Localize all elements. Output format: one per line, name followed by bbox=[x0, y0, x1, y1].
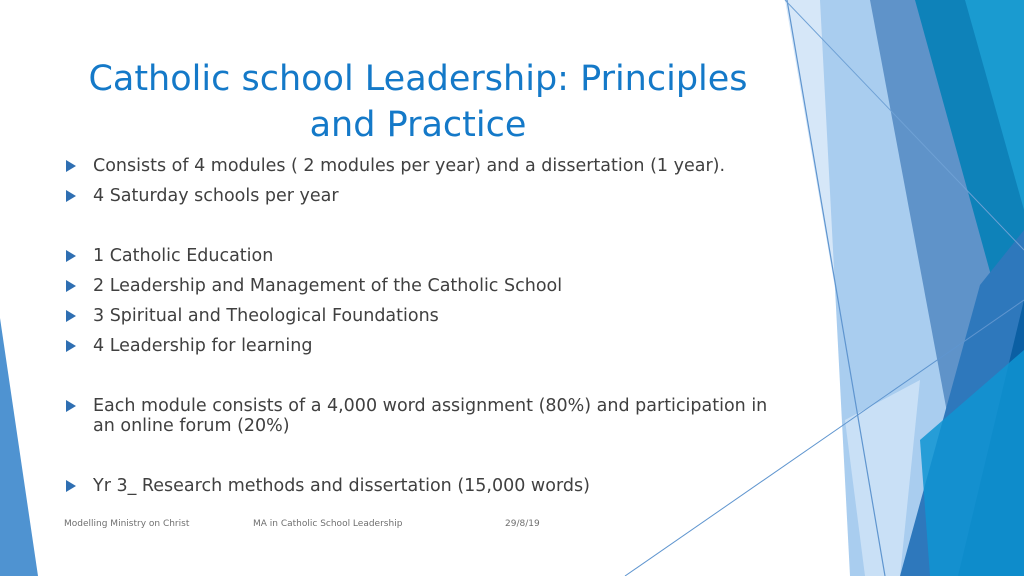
bullet-item bbox=[66, 476, 776, 496]
bullet-text: Each module consists of a 4,000 word assignment (80%) and participation in an online forum (20%) bbox=[93, 396, 768, 436]
triangle-bullet-icon bbox=[66, 276, 93, 292]
bullet-item bbox=[66, 336, 776, 356]
bullet-text: 1 Catholic Education bbox=[93, 246, 274, 266]
triangle-bullet-icon bbox=[66, 306, 93, 322]
triangle-bullet-icon bbox=[66, 186, 93, 202]
footer-left-text: Modelling Ministry on Christ bbox=[64, 519, 190, 529]
bullet-item bbox=[66, 396, 776, 436]
bullet-item bbox=[66, 156, 776, 176]
footer-date: 29/8/19 bbox=[505, 519, 540, 529]
slide-title: Catholic school Leadership: Principles and Practice bbox=[88, 59, 748, 145]
bullet-item bbox=[66, 276, 776, 296]
footer-center-text: MA in Catholic School Leadership bbox=[253, 519, 403, 529]
bullet-text: 4 Saturday schools per year bbox=[93, 186, 339, 206]
bullet-text: Yr 3_ Research methods and dissertation (15,000 words) bbox=[93, 476, 590, 496]
triangle-bullet-icon bbox=[66, 156, 93, 172]
bullet-text: 3 Spiritual and Theological Foundations bbox=[93, 306, 439, 326]
bullet-item bbox=[66, 306, 776, 326]
triangle-bullet-icon bbox=[66, 396, 93, 412]
bullet-text: 4 Leadership for learning bbox=[93, 336, 313, 356]
triangle-bullet-icon bbox=[66, 246, 93, 262]
decor-left-strip bbox=[0, 318, 38, 576]
bullet-text: Consists of 4 modules ( 2 modules per year) and a dissertation (1 year). bbox=[93, 156, 726, 176]
bullet-item bbox=[66, 246, 776, 266]
bullet-text: 2 Leadership and Management of the Catholic School bbox=[93, 276, 563, 296]
triangle-bullet-icon bbox=[66, 476, 93, 492]
bullet-item bbox=[66, 186, 776, 206]
bullet-list bbox=[66, 0, 786, 576]
triangle-bullet-icon bbox=[66, 336, 93, 352]
